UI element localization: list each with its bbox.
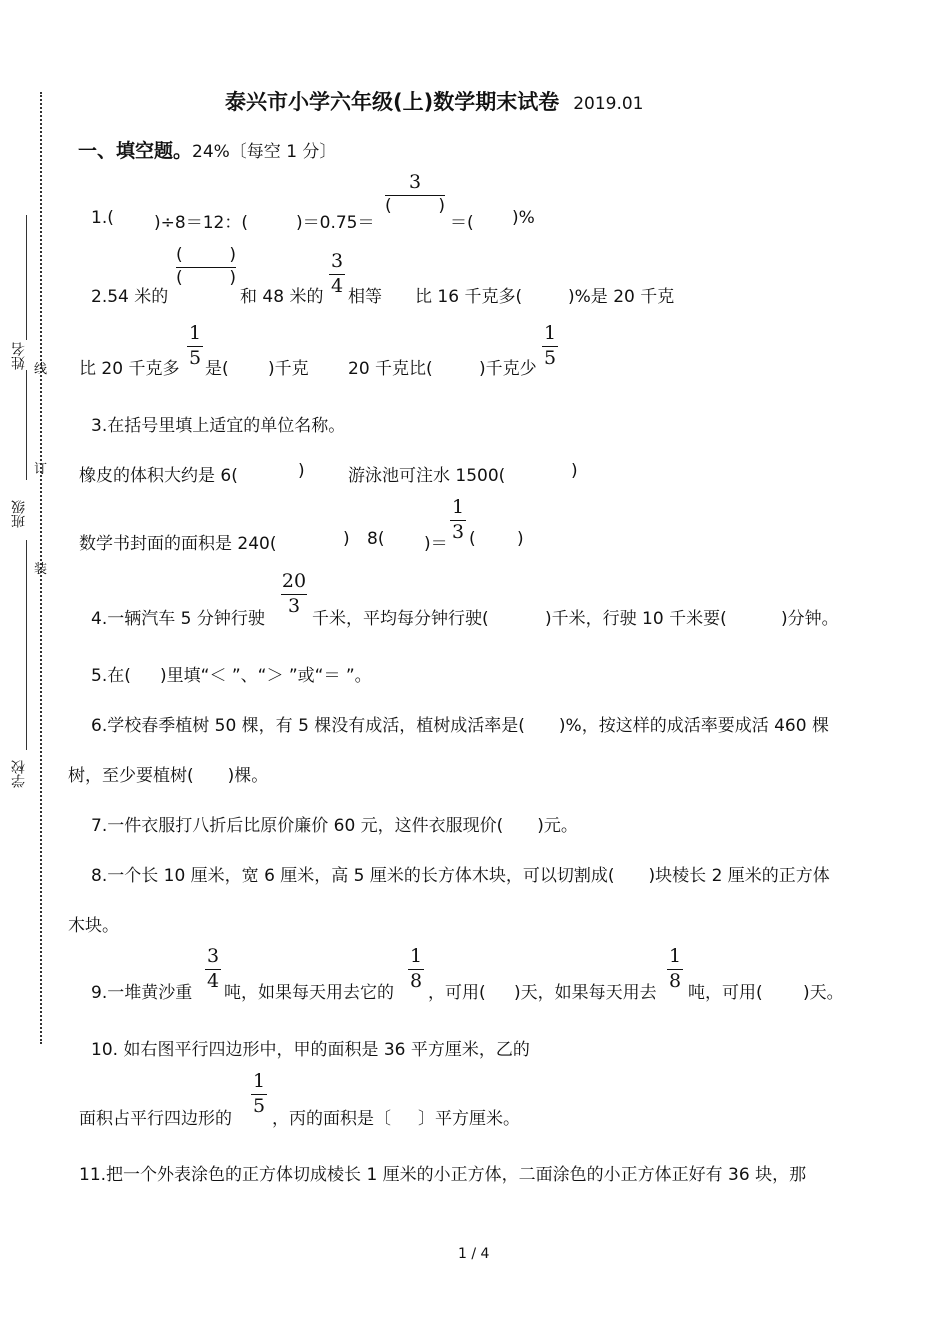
q2-blank-denominator: ( ): [176, 268, 236, 288]
q7-text: 7.一件衣服打八折后比原价廉价 60 元，这件衣服现价( )元。: [91, 816, 578, 836]
q3-line2-f: ): [517, 529, 524, 549]
q9-part-a: 9.一堆黄沙重: [91, 983, 193, 1003]
q9-part-e: 吨，可用(: [688, 983, 763, 1003]
q6-line2: 树，至少要植树( )棵。: [68, 766, 269, 786]
q10-line2-b: ，丙的面积是〔: [272, 1109, 391, 1129]
q2-part-e: )%是 20 千克: [568, 287, 675, 307]
q3-stem: 3.在括号里填上适宜的单位名称。: [91, 416, 346, 436]
q9-fraction-one-eighth-2: 1 8: [668, 945, 682, 992]
q2-part-d: 比 16 千克多(: [415, 287, 523, 307]
binding-mark-ding: 订: [34, 462, 48, 477]
q5-part-a: 5.在(: [91, 666, 131, 686]
q9-fraction-three-quarters: 3 4: [206, 945, 220, 992]
q8-line2: 木块。: [68, 916, 119, 936]
q2b-part-b: 是(: [205, 359, 229, 379]
q2b-part-a: 比 20 千克多: [79, 359, 180, 379]
name-fill-line: [26, 215, 27, 340]
section-heading-note: 24%〔每空 1 分〕: [192, 142, 337, 162]
name-label: 姓名: [11, 342, 27, 370]
q2-blank-fraction: [176, 247, 236, 287]
q9-part-c: ，可用(: [428, 983, 486, 1003]
exam-title-text: 泰兴市小学六年级(上)数学期末试卷: [225, 90, 560, 114]
q1-fraction-numerator: 3: [408, 171, 422, 193]
q4-fraction-twenty-thirds: 20 3: [281, 570, 307, 617]
q1-fraction-bar: [385, 195, 445, 196]
q9-part-d: )天，如果每天用去: [514, 983, 657, 1003]
q3-line1-d: ): [571, 461, 578, 481]
q2b-part-c: )千克: [268, 359, 309, 379]
q9-fraction-one-eighth: 1 8: [409, 945, 423, 992]
q2-fraction-three-quarters: 3 4: [330, 250, 344, 297]
q10-line1: 10. 如右图平行四边形中，甲的面积是 36 平方厘米，乙的: [91, 1040, 530, 1060]
q4-part-a: 4.一辆汽车 5 分钟行驶: [91, 609, 265, 629]
q4-part-b: 千米，平均每分钟行驶(: [312, 609, 489, 629]
q2b-fraction-one-fifth-2: 1 5: [543, 322, 557, 369]
q1-part-c: )＝0.75＝: [296, 213, 375, 233]
school-fill-line: [26, 540, 27, 750]
q8-line1: 8.一个长 10 厘米，宽 6 厘米，高 5 厘米的长方体木块，可以切割成( )块棱长 2 厘米的正方体: [91, 866, 830, 886]
q1-part-a: 1.(: [91, 208, 114, 228]
q4-part-c: )千米，行驶 10 千米要(: [545, 609, 727, 629]
q2-blank-numerator: ( ): [176, 245, 236, 265]
q1-fraction: [385, 173, 445, 215]
class-label: 班级: [11, 500, 27, 528]
school-label: 学校: [11, 760, 27, 788]
q2-part-a: 2.54 米的: [91, 287, 169, 307]
q9-part-b: 吨，如果每天用去它的: [224, 983, 394, 1003]
exam-title: [225, 86, 644, 116]
page-number: 1 / 4: [458, 1246, 490, 1262]
q1-part-e: )%: [512, 208, 535, 228]
q5-part-b: )里填“＜ ”、“＞ ”或“＝ ”。: [160, 666, 372, 686]
q3-line1-a: 橡皮的体积大约是 6(: [79, 466, 238, 486]
q1-part-b: )÷8＝12：(: [154, 213, 248, 233]
q1-part-d: ＝(: [450, 213, 474, 233]
q2b-part-e: )千克少: [479, 359, 537, 379]
q3-line1-c: 游泳池可注水 1500(: [348, 466, 506, 486]
q4-part-d: )分钟。: [781, 609, 839, 629]
section-heading-text: 一、填空题。: [78, 140, 193, 162]
q6-line1: 6.学校春季植树 50 棵，有 5 棵没有成活，植树成活率是( )%，按这样的成活率要成活 460 棵: [91, 716, 829, 736]
q3-line2-e: (: [469, 529, 476, 549]
q10-line2-c: 〕平方厘米。: [418, 1109, 520, 1129]
q2-part-b: 和 48 米的: [240, 287, 324, 307]
q3-line2-c: 8(: [367, 529, 385, 549]
class-fill-line: [26, 370, 27, 480]
q1-fraction-blank: ( ): [385, 196, 445, 216]
q3-fraction-one-third: 1 3: [451, 496, 465, 543]
q3-line2-a: 数学书封面的面积是 240(: [79, 534, 277, 554]
q2b-part-d: 20 千克比(: [348, 359, 433, 379]
q10-fraction-one-fifth: 1 5: [252, 1070, 266, 1117]
q2-blank-bar: [176, 267, 236, 268]
q9-part-f: )天。: [803, 983, 844, 1003]
q3-line1-b: ): [298, 461, 305, 481]
q10-line2-a: 面积占平行四边形的: [79, 1109, 232, 1129]
binding-mark-xian: 线: [34, 362, 48, 377]
q2b-fraction-one-fifth: 1 5: [188, 322, 202, 369]
binding-mark-zhuang: 装: [34, 562, 48, 577]
exam-year: 2019.01: [573, 94, 644, 114]
q3-line2-b: ): [343, 529, 350, 549]
q2-part-c: 相等: [348, 287, 382, 307]
q11-text: 11.把一个外表涂色的正方体切成棱长 1 厘米的小正方体，二面涂色的小正方体正好有 36 块，那: [79, 1165, 807, 1185]
section-heading: [78, 136, 336, 163]
q3-line2-d: )＝: [424, 534, 448, 554]
